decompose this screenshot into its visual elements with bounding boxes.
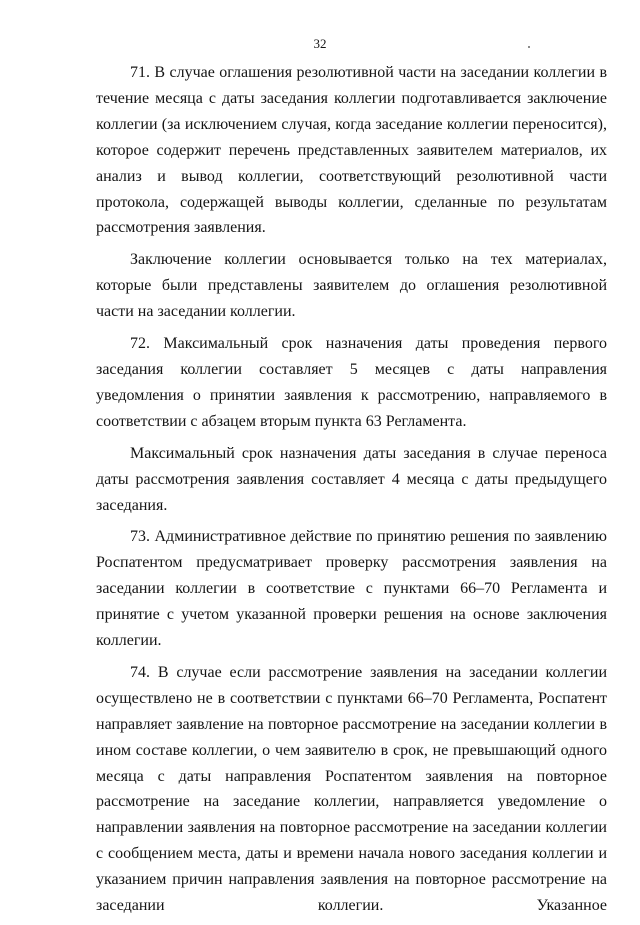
paragraph-71-continuation: Заключение коллегии основывается только на тех материалах, которые были представлены заявителем до оглашения резолютивной части на заседании коллегии.: [96, 251, 607, 321]
document-body: [96, 60, 607, 925]
paragraph-71: 71. В случае оглашения резолютивной части на заседании коллегии в течение месяца с даты заседания коллегии подготавливается заключение коллегии (за исключением случая, когда заседание коллегии переносится), которое содержит перечень представленных заявителем материалов, их анализ и вывод коллегии, соответствующий резолютивной части протокола, содержащей выводы коллегии, сделанные по результатам рассмотрения заявления.: [96, 64, 607, 237]
paragraph-72-continuation: Максимальный срок назначения даты заседания в случае переноса даты рассмотрения заявления составляет 4 месяца с даты предыдущего заседания.: [96, 444, 607, 514]
scan-speck: [528, 46, 530, 48]
paragraph-72: 72. Максимальный срок назначения даты проведения первого заседания коллегии составляет 5 месяцев с даты направления уведомления о принятии заявления к рассмотрению, направляемого в соответствии с абзацем вторым пункта 63 Регламента.: [96, 335, 607, 430]
paragraph-74: 74. В случае если рассмотрение заявления на заседании коллегии осуществлено не в соответствии с пунктами 66–70 Регламента, Роспатент направляет заявление на повторное рассмотрение на заседании коллегии в ином составе коллегии, о чем заявителю в срок, не превышающий одного месяца с даты направления Роспатентом заявления на повторное рассмотрение на заседание коллегии, направляется уведомление о направлении заявления на повторное рассмотрение на заседании коллегии с сообщением места, даты и времени начала нового заседания коллегии и указанием причин направления заявления на повторное рассмотрение на заседании коллегии. Указанное: [96, 663, 607, 915]
page-number: 32: [313, 36, 327, 51]
paragraph-73: 73. Административное действие по принятию решения по заявлению Роспатентом предусматривает проверку рассмотрения заявления на заседании коллегии в соответствие с пунктами 66–70 Регламента и принятие с учетом указанной проверки решения на основе заключения коллегии.: [96, 528, 607, 650]
